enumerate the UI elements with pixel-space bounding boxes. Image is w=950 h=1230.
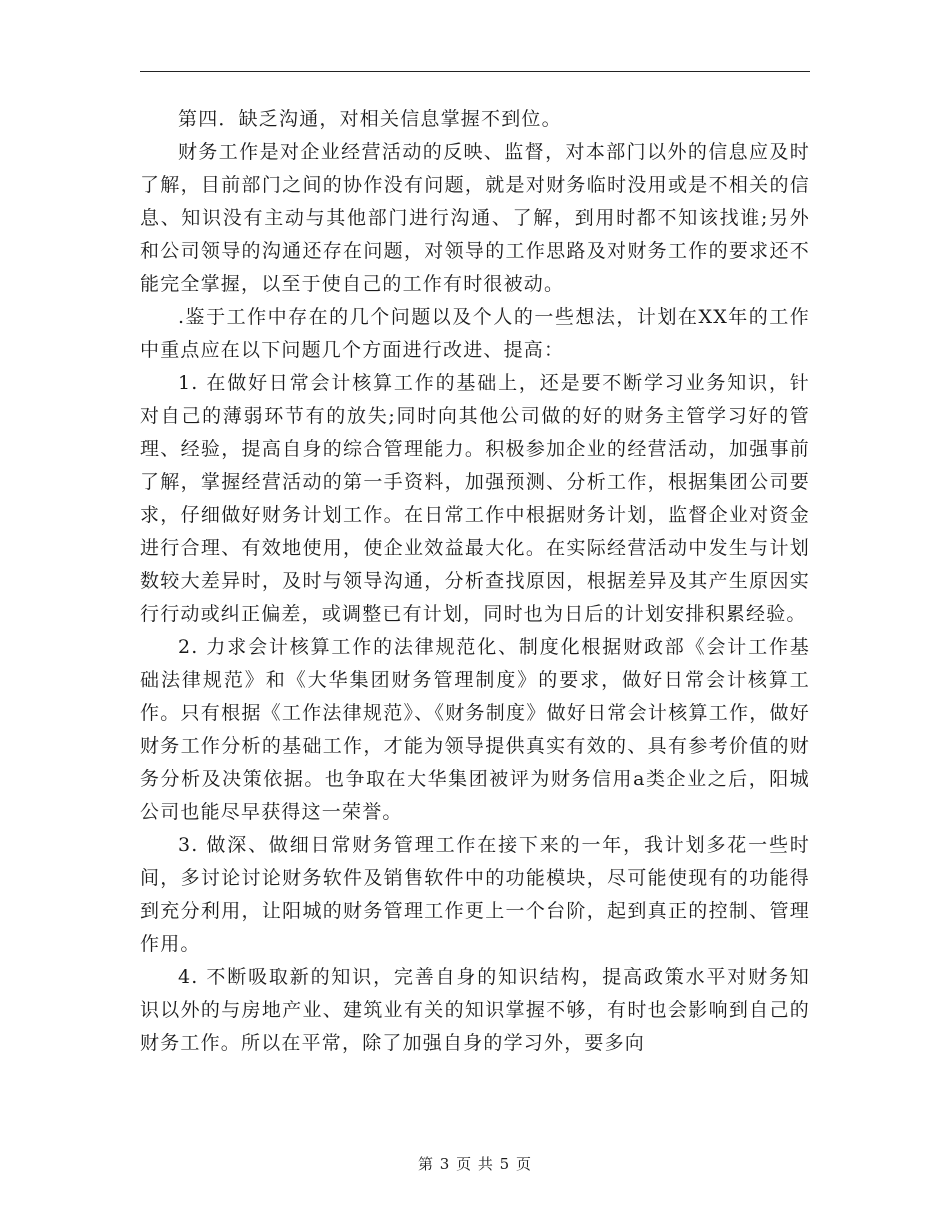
paragraph-item-1: 1. 在做好日常会计核算工作的基础上，还是要不断学习业务知识，针对自己的薄弱环节有的放失;同时向其他公司做的好的财务主管学习好的管理、经验，提高自身的综合管理能力。积极参加企业的经营活动，加强事前了解，掌握经营活动的第一手资料，加强预测、分析工作，根据集团公司要求，仔细做好财务计划工作。在日常工作中根据财务计划，监督企业对资金进行合理、有效地使用，使企业效益最大化。在实际经营活动中发生与计划数较大差异时，及时与领导沟通，分析查找原因，根据差异及其产生原因实行行动或纠正偏差，或调整已有计划，同时也为日后的计划安排积累经验。: [140, 372, 810, 625]
paragraph-item-4: 4. 不断吸取新的知识，完善自身的知识结构，提高政策水平对财务知识以外的与房地产业、建筑业有关的知识掌握不够，有时也会影响到自己的财务工作。所以在平常，除了加强自身的学习外，要多向: [140, 966, 810, 1054]
paragraph-plan-intro: .鉴于工作中存在的几个问题以及个人的一些想法，计划在XX年的工作中重点应在以下问题几个方面进行改进、提高：: [140, 306, 810, 361]
document-body: [140, 103, 810, 1060]
paragraph-communication: 财务工作是对企业经营活动的反映、监督，对本部门以外的信息应及时了解，目前部门之间的协作没有问题，就是对财务临时没用或是不相关的信息、知识没有主动与其他部门进行沟通、了解，到用时都不知该找谁;另外和公司领导的沟通还存在问题，对领导的工作思路及对财务工作的要求还不能完全掌握，以至于使自己的工作有时很被动。: [140, 141, 810, 295]
paragraph-heading-4: 第四．缺乏沟通，对相关信息掌握不到位。: [178, 108, 562, 130]
header-rule: [140, 71, 810, 72]
page-number-footer: 第 3 页 共 5 页: [418, 1155, 532, 1173]
paragraph-item-3: 3. 做深、做细日常财务管理工作在接下来的一年，我计划多花一些时间，多讨论讨论财务软件及销售软件中的功能模块，尽可能使现有的功能得到充分利用，让阳城的财务管理工作更上一个台阶，起到真正的控制、管理作用。: [140, 834, 810, 955]
paragraph-item-2: 2. 力求会计核算工作的法律规范化、制度化根据财政部《会计工作基础法律规范》和《大华集团财务管理制度》的要求，做好日常会计核算工作。只有根据《工作法律规范》、《财务制度》做好日常会计核算工作，做好财务工作分析的基础工作，才能为领导提供真实有效的、具有参考价值的财务分析及决策依据。也争取在大华集团被评为财务信用a类企业之后，阳城公司也能尽早获得这一荣誉。: [140, 636, 810, 823]
